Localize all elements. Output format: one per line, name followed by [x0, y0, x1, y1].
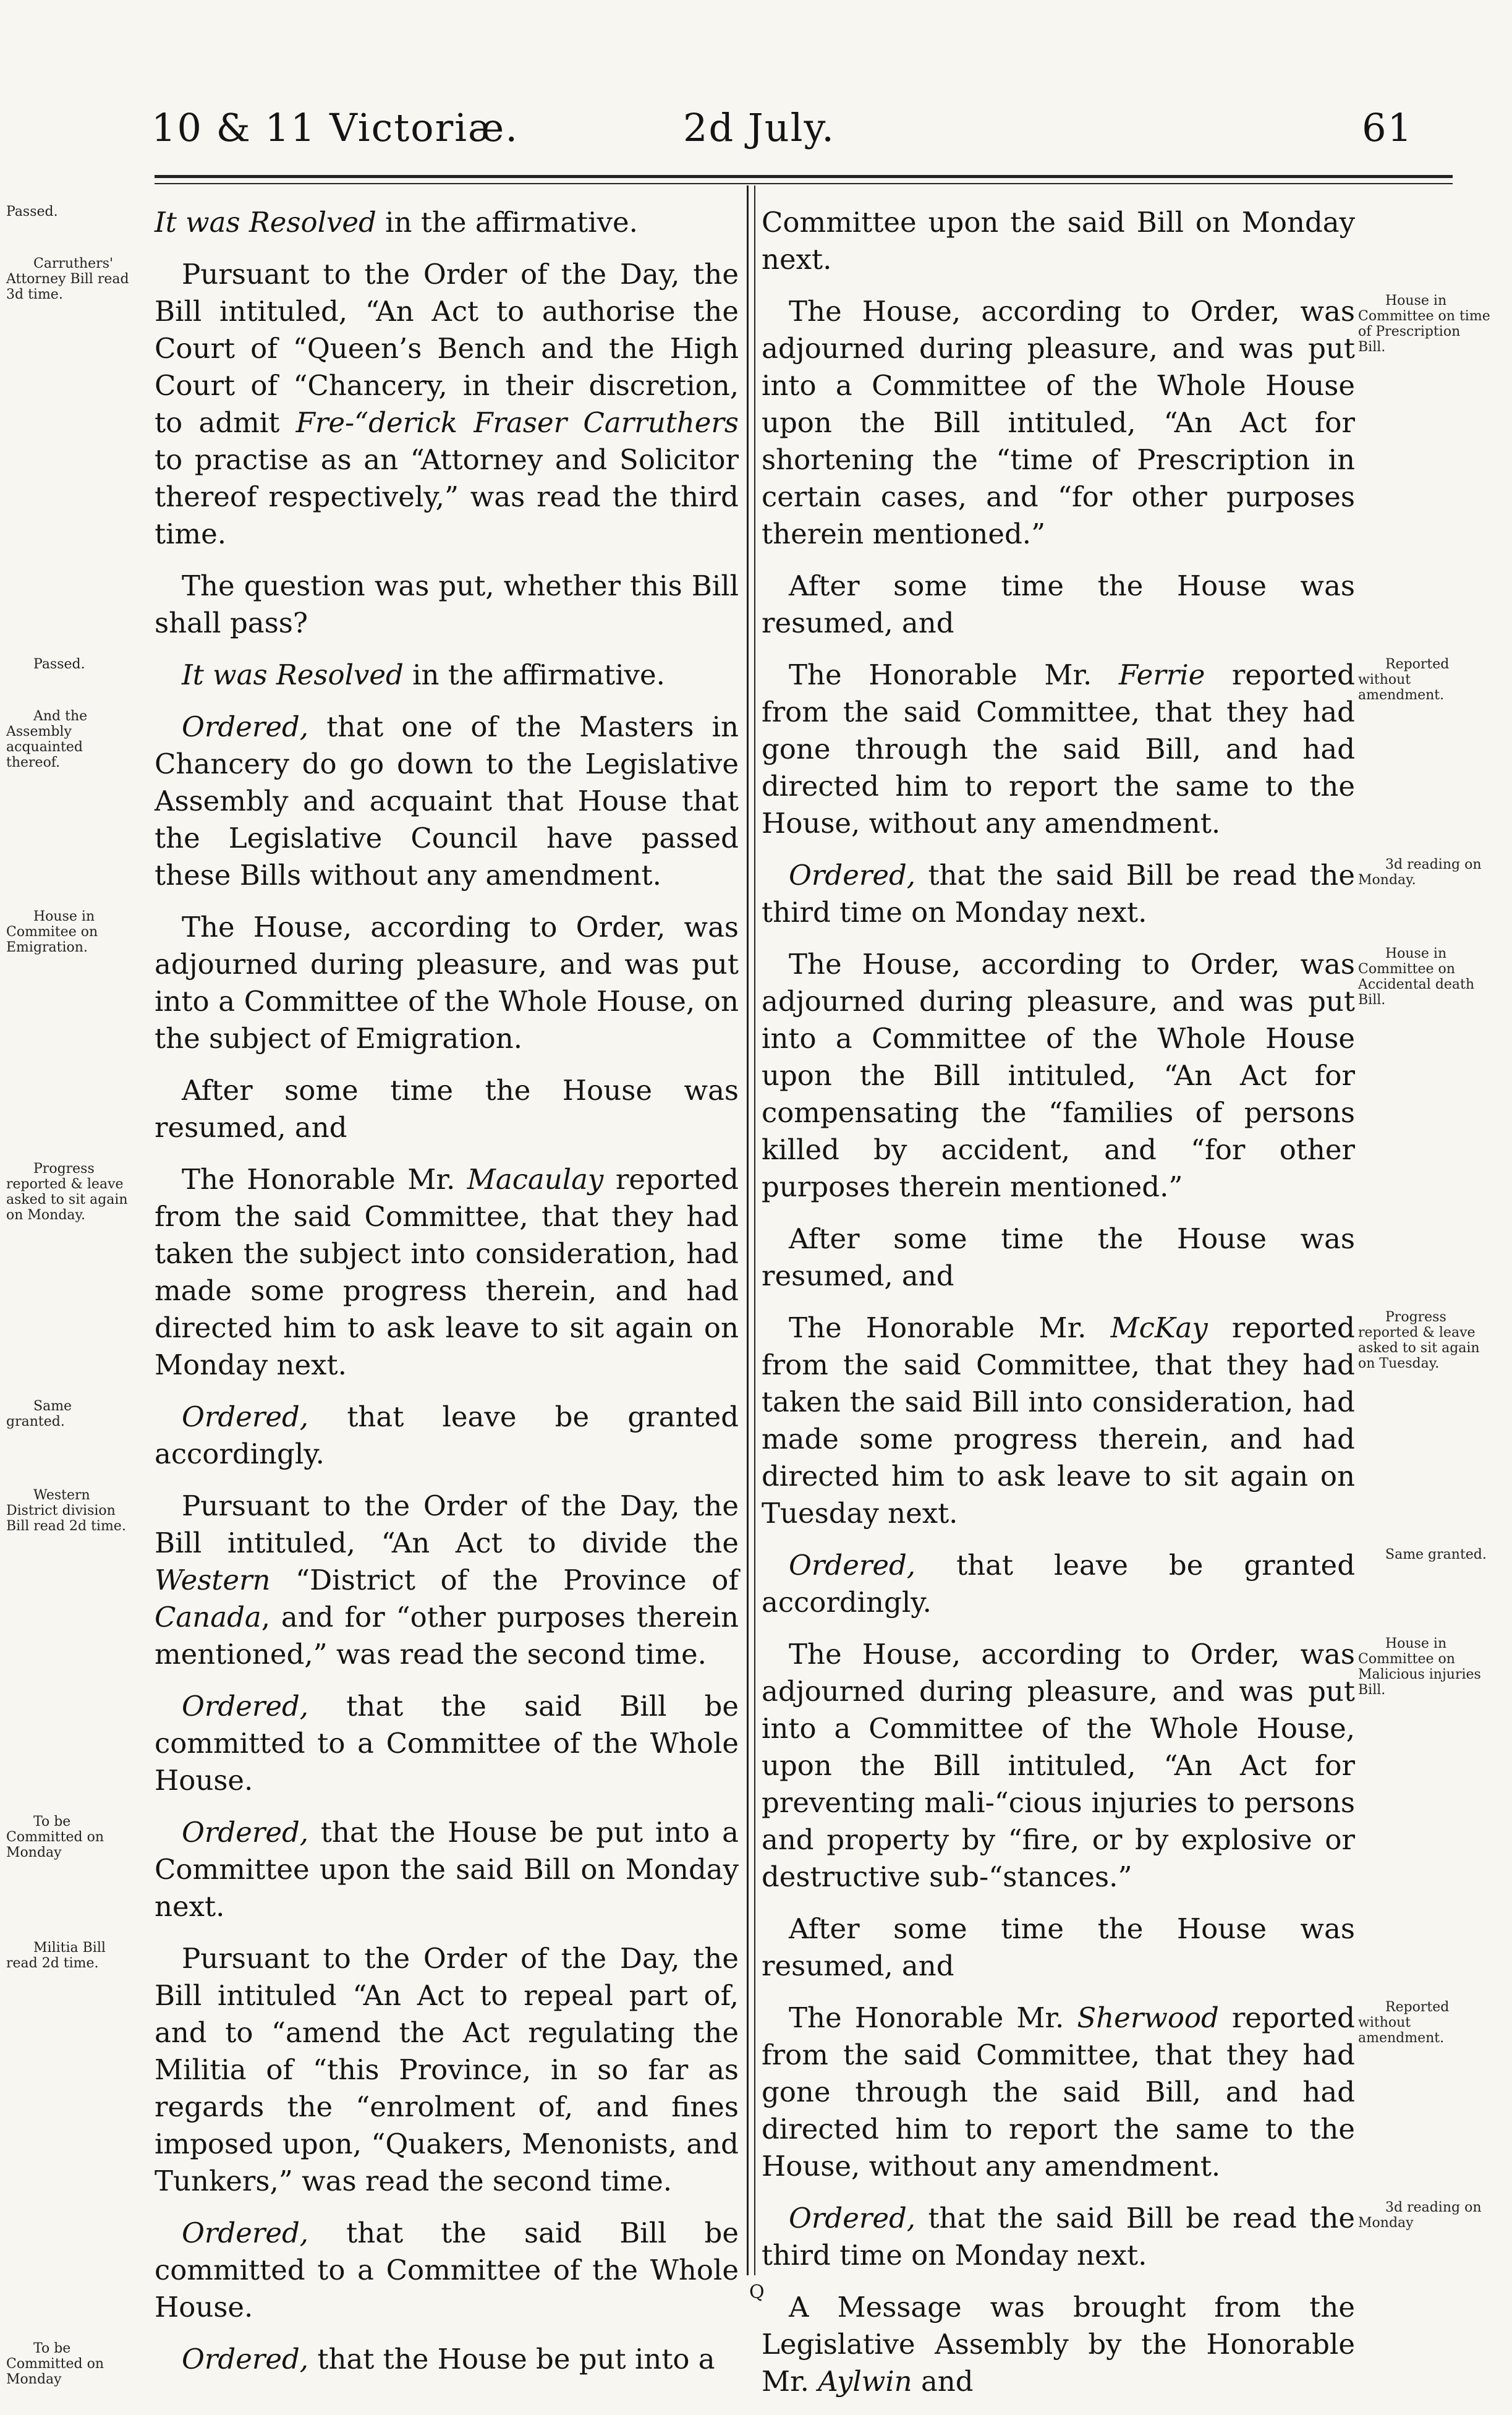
paragraph-text: The question was put, whether this Bill shall pass?	[155, 569, 739, 639]
paragraph-text: The Honorable Mr. McKay reported from the said Committee, that they had taken the said Bill into consideration, had made some progress therein, and had directed him to ask leave to sit again on Tuesday next.	[762, 1311, 1355, 1530]
paragraph-text: Ordered, that the said Bill be read the third time on Monday next.	[762, 859, 1355, 929]
paragraph-text: Ordered, that the said Bill be read the third time on Monday next.	[762, 2202, 1355, 2272]
margin-note: To be Committed on Monday	[6, 2341, 104, 2387]
paragraph-text: The House, according to Order, was adjourned during pleasure, and was put into a Committee of the Whole House, upon the Bill intituled, “An Act for preventing mali-“cious injuries to persons and property by “fire, or by explosive or destructive sub-“stances.”	[762, 1638, 1355, 1893]
margin-note: House in Commitee on Emigration.	[6, 909, 98, 955]
paragraph	[762, 857, 1482, 931]
paragraph-text: After some time the House was resumed, and	[762, 1912, 1355, 1982]
margin-note: Militia Bill read 2d time.	[6, 1940, 106, 1971]
margin-note: To be Committed on Monday	[6, 1814, 104, 1860]
paragraph-text: It was Resolved in the affirmative.	[182, 658, 665, 691]
header-rule	[155, 175, 1453, 178]
paragraph	[762, 568, 1355, 642]
column-divider	[747, 185, 749, 2275]
paragraph	[6, 1488, 739, 1673]
right-column	[762, 204, 1490, 2415]
paragraph	[6, 1814, 739, 1925]
paragraph-text: Ordered, that one of the Masters in Chancery do go down to the Legislative Assembly and acquaint that House that the Legislative Council have passed these Bills without any amendment.	[155, 710, 739, 892]
margin-note: 3d reading on Monday	[1358, 2200, 1482, 2231]
paragraph	[155, 568, 739, 642]
paragraph-text: Ordered, that the House be put into a Committee upon the said Bill on Monday next.	[155, 1816, 739, 1923]
paragraph	[762, 2289, 1355, 2400]
paragraph	[762, 1547, 1487, 1621]
paragraph-text: The Honorable Mr. Macaulay reported from the said Committee, that they had taken the subject into consideration, had made some progress therein, and had directed him to ask leave to sit again on Monday next.	[155, 1163, 739, 1381]
paragraph-text: Pursuant to the Order of the Day, the Bill intituled, “An Act to authorise the Court of “Queen’s Bench and the High Court of “Chancery, in their discretion, to admit Fre-“derick Fraser Carruthers to practise as an “Attorney and Solicitor thereof respectively,” was read the third time.	[155, 258, 739, 550]
paragraph	[33, 657, 739, 694]
paragraph	[762, 2200, 1482, 2274]
paragraph-text: Ordered, that the said Bill be committed to a Committee of the Whole House.	[155, 2217, 739, 2323]
paragraph	[6, 256, 739, 553]
paragraph	[6, 1161, 739, 1384]
paragraph-text: Ordered, that leave be granted accordingly.	[762, 1549, 1355, 1619]
paragraph	[6, 204, 739, 241]
paragraph	[762, 1636, 1481, 1896]
paragraph	[762, 1910, 1355, 1985]
paragraph-text: After some time the House was resumed, and	[155, 1074, 739, 1144]
paragraph-text: The House, according to Order, was adjourned during pleasure, and was put into a Committee of the Whole House upon the Bill intituled, “An Act for shortening the “time of Prescription in certain cases, and “for other purposes therein mentioned.”	[762, 295, 1355, 550]
margin-note: Same granted.	[1385, 1547, 1487, 1562]
paragraph-text: A Message was brought from the Legislative Assembly by the Honorable Mr. Aylwin and	[762, 2291, 1355, 2398]
paragraph	[6, 2341, 739, 2387]
paragraph	[6, 1940, 739, 2200]
paragraph-text: Ordered, that the said Bill be committed to a Committee of the Whole House.	[155, 1690, 739, 1797]
left-column	[6, 204, 739, 2393]
running-title: 10 & 11 Victoriæ.	[151, 105, 519, 150]
header-rule-thin	[155, 183, 1453, 184]
paragraph	[155, 1688, 739, 1799]
paragraph-text: The House, according to Order, was adjourned during pleasure, and was put into a Committee of the Whole House, on the subject of Emigration.	[155, 911, 739, 1055]
margin-note: 3d reading on Monday.	[1358, 857, 1482, 888]
margin-note: Western District division Bill read 2d time.	[6, 1488, 126, 1534]
margin-note: Reported without amendment.	[1358, 2000, 1450, 2046]
paragraph-text: After some time the House was resumed, and	[762, 1222, 1355, 1292]
margin-note: And the Assembly acquainted thereof.	[6, 709, 88, 770]
paragraph	[762, 657, 1450, 842]
page-number: 61	[1362, 105, 1413, 150]
margin-note: House in Committee on time of Prescription Bill.	[1358, 293, 1490, 355]
margin-note: Progress reported & leave asked to sit again on Tuesday.	[1358, 1310, 1480, 1371]
margin-note: Passed.	[6, 204, 58, 219]
printer-signature: Q	[749, 2281, 765, 2303]
paragraph	[762, 1220, 1355, 1295]
margin-note: House in Committee on Malicious injuries Bill.	[1358, 1636, 1481, 1698]
paragraph	[6, 709, 739, 894]
paragraph-text: The House, according to Order, was adjourned during pleasure, and was put into a Committee of the Whole House upon the Bill intituled, “An Act for compensating the “families of persons killed by accident, and “for other purposes therein mentioned.”	[762, 948, 1355, 1203]
margin-note: Passed.	[33, 657, 85, 672]
paragraph	[155, 1072, 739, 1146]
paragraph	[155, 2215, 739, 2326]
paragraph	[6, 909, 739, 1057]
paragraph-text: Ordered, that leave be granted accordingly.	[155, 1400, 739, 1470]
paragraph	[762, 204, 1355, 278]
paragraph-text: Pursuant to the Order of the Day, the Bill intituled “An Act to repeal part of, and to “amend the Act regulating the Militia of “this Province, in so far as regards the “enrolment of, and fines imposed upon, “Quakers, Menonists, and Tunkers,” was read the second time.	[155, 1942, 739, 2197]
paragraph	[6, 1399, 739, 1473]
paragraph	[762, 946, 1475, 1206]
margin-note: Same granted.	[6, 1399, 72, 1429]
margin-note: House in Committee on Accidental death Bill.	[1358, 946, 1475, 1008]
margin-note: Reported without amendment.	[1358, 657, 1450, 703]
margin-note: Carruthers' Attorney Bill read 3d time.	[6, 256, 129, 302]
column-divider-thin	[754, 185, 755, 2275]
paragraph-text: It was Resolved in the affirmative.	[155, 206, 638, 239]
paragraph-text: Pursuant to the Order of the Day, the Bill intituled, “An Act to divide the Western “District of the Province of Canada, and for “other purposes therein mentioned,” was read the second time.	[155, 1489, 739, 1671]
paragraph-text: After some time the House was resumed, and	[762, 569, 1355, 639]
paragraph-text: The Honorable Mr. Sherwood reported from the said Committee, that they had gone through the said Bill, and had directed him to report the same to the House, without any amendment.	[762, 2001, 1355, 2183]
paragraph	[762, 293, 1490, 553]
paragraph-text: Committee upon the said Bill on Monday next.	[762, 206, 1355, 276]
paragraph	[762, 2000, 1450, 2185]
paragraph-text: Ordered, that the House be put into a	[182, 2343, 715, 2375]
page-header	[0, 93, 1512, 161]
paragraph	[762, 1310, 1480, 1532]
page-date: 2d July.	[683, 105, 835, 150]
margin-note: Progress reported & leave asked to sit again on Monday.	[6, 1161, 128, 1223]
paragraph-text: The Honorable Mr. Ferrie reported from the said Committee, that they had gone through the said Bill, and had directed him to report the same to the House, without any amendment.	[762, 658, 1355, 840]
